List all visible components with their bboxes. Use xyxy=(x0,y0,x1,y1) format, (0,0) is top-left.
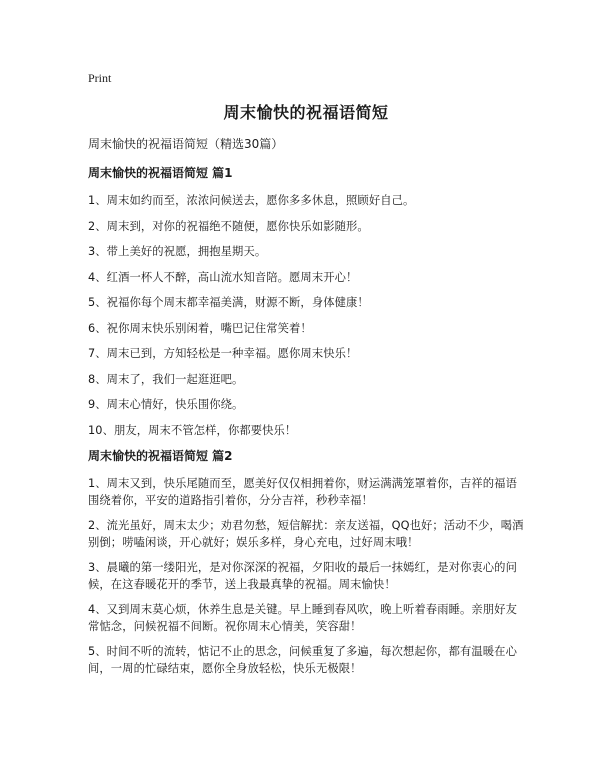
section-1 xyxy=(88,164,524,439)
list-item: 4、又到周末莫心烦，休养生息是关键。早上睡到春风吹，晚上听着春雨睡。亲朋好友常惦念，问候祝福不间断。祝你周末心情美，笑容甜！ xyxy=(88,603,517,633)
list-item: 7、周末已到，方知轻松是一种幸福。愿你周末快乐！ xyxy=(88,347,358,360)
print-link[interactable]: Print xyxy=(88,71,112,85)
list-item: 10、朋友，周末不管怎样，你都要快乐！ xyxy=(88,423,297,437)
document-page xyxy=(88,70,524,685)
list-item: 2、流光虽好，周末太少；劝君勿愁，短信解扰：亲友送福，QQ也好；活动不少，喝酒别倒；唠嗑闲谈，开心就好；娱乐多样，身心充电，过好周末哦！ xyxy=(88,519,524,549)
list-item: 3、晨曦的第一缕阳光，是对你深深的祝福，夕阳收的最后一抹嫣红，是对你衷心的问候，在这春暖花开的季节，送上我最真挚的祝福。周末愉快！ xyxy=(88,561,517,591)
list-item: 6、祝你周末快乐别闲着，嘴巴记住常笑着！ xyxy=(88,321,312,335)
section-heading: 周末愉快的祝福语简短 篇2 xyxy=(88,449,233,463)
list-item: 5、时间不听的流转，惦记不止的思念，问候重复了多遍，每次想起你，都有温暖在心间，一周的忙碌结束，愿你全身放轻松，快乐无极限！ xyxy=(88,645,517,675)
section-2 xyxy=(88,447,524,677)
list-item: 3、带上美好的祝愿，拥抱星期天。 xyxy=(88,245,267,258)
document-subtitle: 周末愉快的祝福语简短（精选30篇） xyxy=(88,137,284,151)
list-item: 2、周末到，对你的祝福绝不随便，愿你快乐如影随形。 xyxy=(88,219,369,233)
list-item: 4、红酒一杯人不醉，高山流水知音陪。愿周末开心！ xyxy=(88,270,358,284)
list-item: 1、周末如约而至，浓浓问候送去，愿你多多休息，照顾好自己。 xyxy=(88,194,415,207)
section-heading: 周末愉快的祝福语简短 篇1 xyxy=(88,166,233,180)
list-item: 8、周末了，我们一起逛逛吧。 xyxy=(88,372,244,386)
document-title: 周末愉快的祝福语简短 xyxy=(223,103,389,122)
list-item: 5、祝福你每个周末都幸福美满，财源不断，身体健康！ xyxy=(88,296,369,309)
list-item: 9、周末心情好，快乐围你绕。 xyxy=(88,398,244,411)
list-item: 1、周末又到，快乐尾随而至，愿美好仅仅相拥着你，财运满满笼罩着你，吉祥的福语围绕着你，平安的道路指引着你，分分吉祥，秒秒幸福！ xyxy=(88,477,517,507)
